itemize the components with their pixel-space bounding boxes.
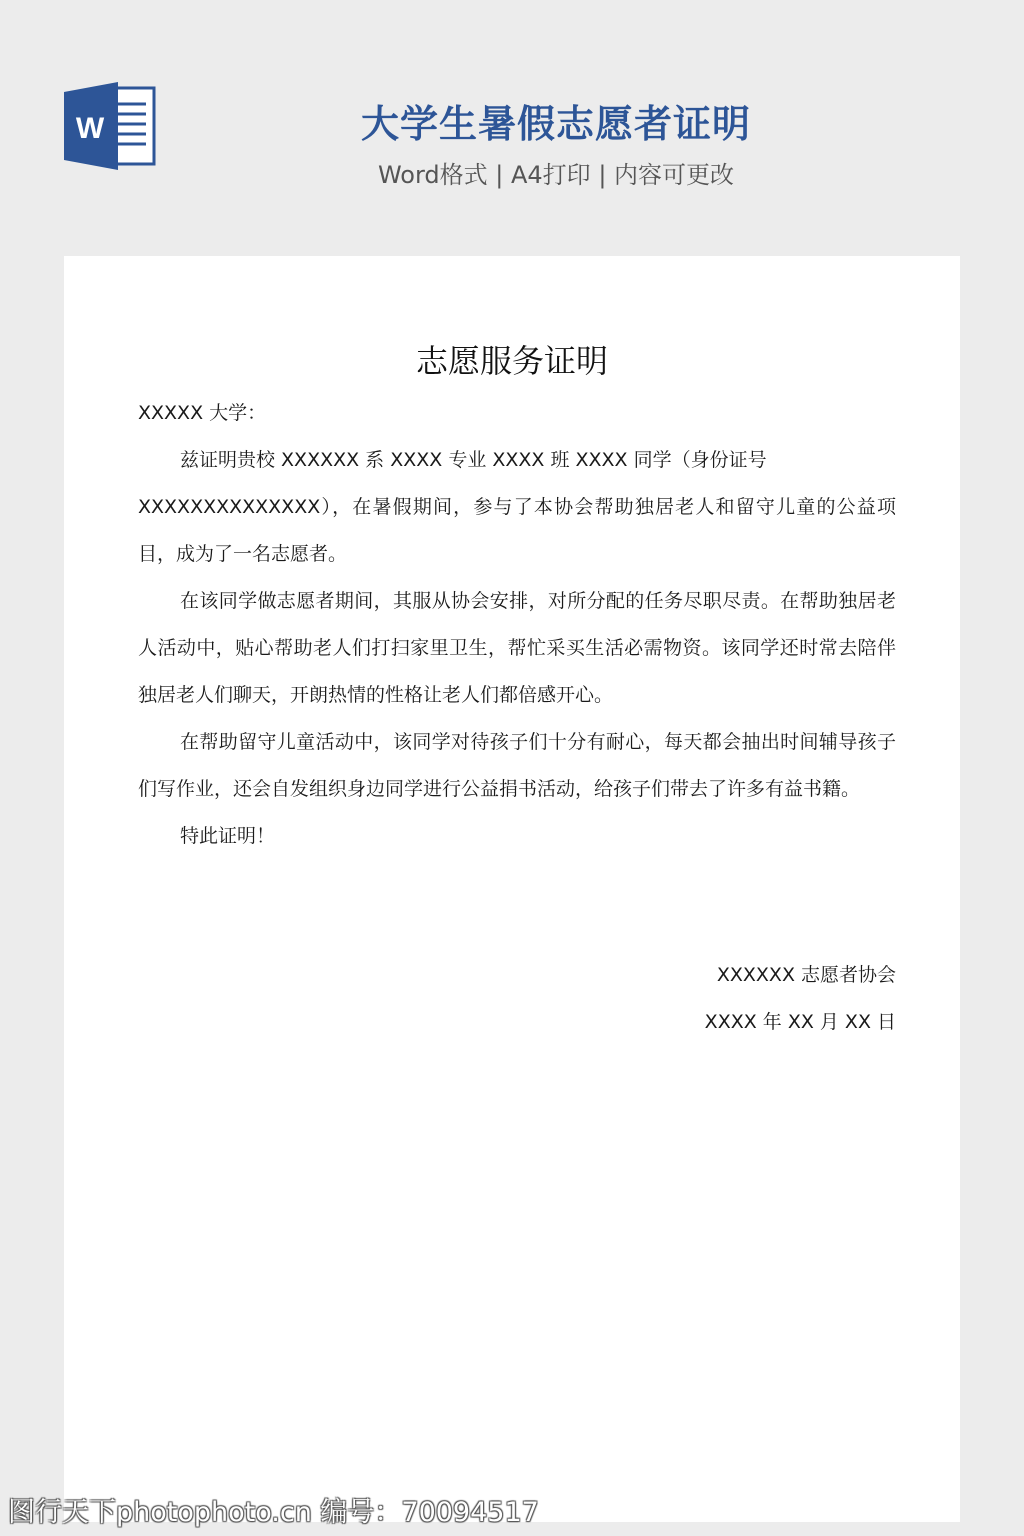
word-icon-letter: W: [75, 112, 105, 145]
signature-date: XXXX 年 XX 月 XX 日: [704, 1011, 896, 1033]
paragraph: 在该同学做志愿者期间，其服从协会安排，对所分配的任务尽职尽责。在帮助独居老人活动中，贴心帮助老人们打扫家里卫生，帮忙采买生活必需物资。该同学还时常去陪伴独居老人们聊天，开朗热情的性格让老人们都倍感开心。: [138, 590, 896, 706]
header: [0, 0, 1024, 256]
page-subtitle: Word格式 | A4打印 | 内容可更改: [377, 161, 735, 189]
salutation: XXXXX 大学：: [138, 402, 267, 424]
document-title: 志愿服务证明: [415, 342, 608, 380]
word-document-icon: [64, 82, 156, 170]
document-page: [64, 256, 960, 1522]
document-body: [138, 390, 896, 860]
paragraph: XXXXXXXXXXXXXX），在暑假期间，参与了本协会帮助独居老人和留守儿童的公益项目，成为了一名志愿者。: [138, 496, 896, 565]
paragraph: 在帮助留守儿童活动中，该同学对待孩子们十分有耐心，每天都会抽出时间辅导孩子们写作业，还会自发组织身边同学进行公益捐书活动，给孩子们带去了许多有益书籍。: [138, 731, 896, 800]
watermark: 图行天下photophoto.cn 编号：70094517: [8, 1497, 539, 1528]
paragraph: 兹证明贵校 XXXXXX 系 XXXX 专业 XXXX 班 XXXX 同学（身份证号: [180, 449, 767, 471]
signature-block: [705, 952, 896, 1046]
signature-org: XXXXXX 志愿者协会: [716, 964, 896, 986]
closing-line: 特此证明！: [180, 825, 276, 847]
page-title: 大学生暑假志愿者证明: [360, 102, 751, 146]
